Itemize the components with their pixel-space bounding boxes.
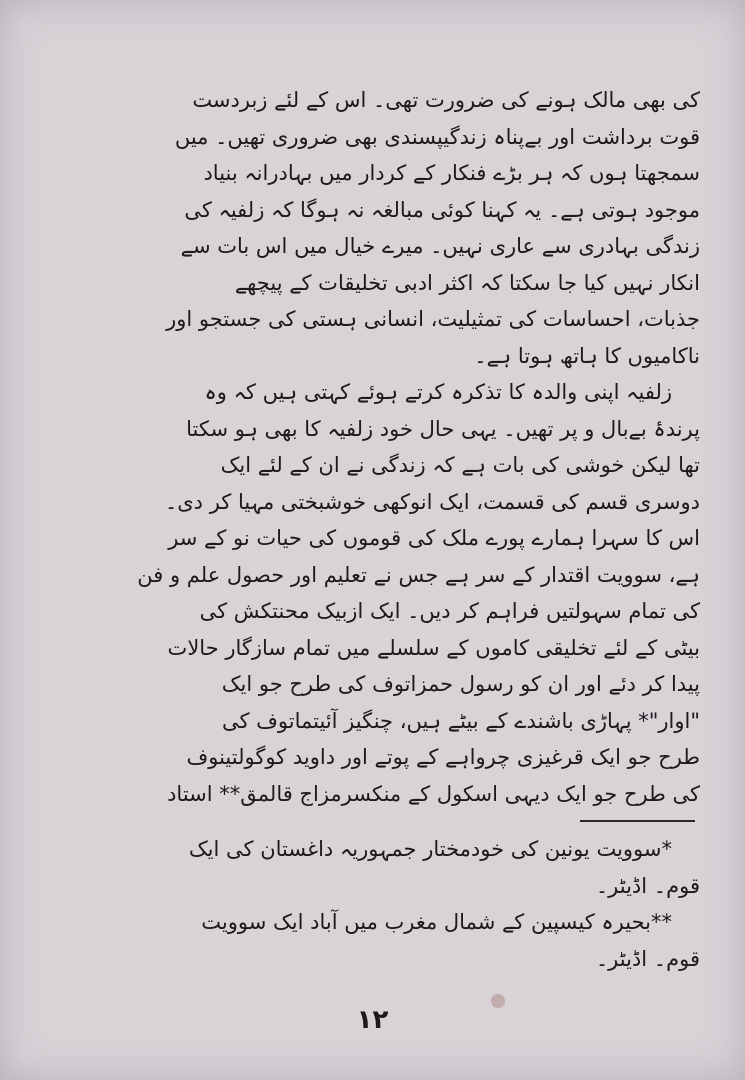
footnote-line: **بحیرہ کیسپین کے شمال مغرب میں آباد ایک سوویت (201, 910, 672, 934)
paragraph-2 (40, 374, 700, 812)
text-line: زلفیہ اپنی والدہ کا تذکرہ کرتے ہوئے کہتی ہیں کہ وہ (204, 380, 672, 404)
text-line: سمجھتا ہوں کہ ہر بڑے فنکار کے کردار میں بہادرانہ بنیاد (203, 161, 700, 185)
text-line: طرح جو ایک قرغیزی چرواہے کے پوتے اور داوید کوگولتینوف (186, 745, 700, 769)
text-line: تھا لیکن خوشی کی بات ہے کہ زندگی نے ان کے لئے ایک (220, 453, 700, 477)
footnotes (40, 832, 700, 978)
text-line: پرندۂ بےبال و پر تھیں۔ یہی حال خود زلفیہ کا بھی ہو سکتا (186, 416, 700, 441)
text-line: کی تمام سہولتیں فراہم کر دیں۔ ایک ازبیک محنتکش کی (199, 599, 700, 623)
text-line: پیدا کر دئے اور ان کو رسول حمزاتوف کی طرح جو ایک (221, 672, 700, 696)
footnote-line: قوم۔ اڈیٹر۔ (595, 946, 700, 971)
text-line: کی بھی مالک ہونے کی ضرورت تھی۔ اس کے لئے زبردست (192, 88, 700, 112)
paragraph-1 (40, 82, 700, 374)
text-line: جذبات، احساسات کی تمثیلیت، انسانی ہستی کی جستجو اور (166, 307, 700, 331)
footnote-line: *سوویت یونین کی خودمختار جمہوریہ داغستان کی ایک (188, 837, 672, 861)
text-line: "اوار"* پہاڑی باشندے کے بیٹے ہیں، چنگیز آئیتماتوف کی (221, 708, 700, 733)
text-line: ہے، سوویت اقتدار کے سر ہے جس نے تعلیم اور حصول علم و فن (137, 562, 700, 587)
footnote-divider (580, 820, 695, 822)
text-line: موجود ہوتی ہے۔ یہ کہنا کوئی مبالغہ نہ ہوگا کہ زلفیہ کی (184, 197, 700, 222)
text-line: دوسری قسم کی قسمت، ایک انوکھی خوشبختی مہیا کر دی۔ (164, 489, 700, 514)
body-text (40, 82, 700, 812)
text-line: قوت برداشت اور بےپناہ زندگیپسندی بھی ضروری تھیں۔ میں (174, 124, 700, 149)
text-line: اس کا سہرا ہمارے پورے ملک کی قوموں کی حیات نو کے سر (168, 526, 700, 550)
text-line: زندگی بہادری سے عاری نہیں۔ میرے خیال میں اس بات سے (180, 234, 700, 258)
text-line: ناکامیوں کا ہاتھ ہوتا ہے۔ (474, 343, 700, 368)
text-line: انکار نہیں کیا جا سکتا کہ اکثر ادبی تخلیقات کے پیچھے (234, 270, 700, 295)
footnote-line: قوم۔ اڈیٹر۔ (595, 873, 700, 898)
text-line: کی طرح جو ایک دیہی اسکول کے منکسرمزاج قالمق** استاد (167, 781, 700, 806)
text-line: بیٹی کے لئے تخلیقی کاموں کے سلسلے میں تمام سازگار حالات (167, 635, 700, 660)
page-number: ۱۲ (356, 1005, 389, 1035)
